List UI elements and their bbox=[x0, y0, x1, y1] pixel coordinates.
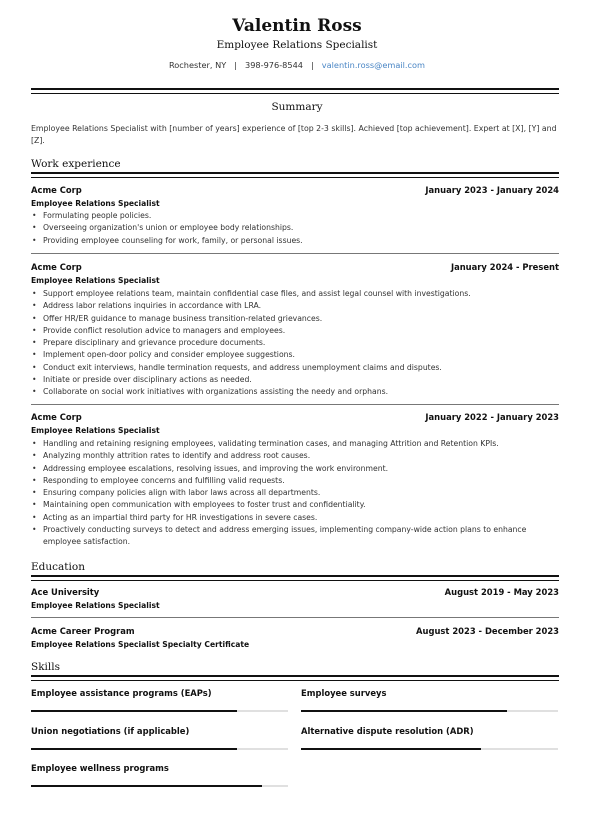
contact-line bbox=[0, 60, 594, 70]
list-item: • Address labor relations inquiries in accordance with LRA. bbox=[31, 300, 559, 312]
summary-heading: Summary bbox=[271, 101, 323, 113]
contact-phone: 398-976-8544 bbox=[245, 60, 304, 70]
skill-item bbox=[31, 763, 288, 773]
list-item: • Responding to employee concerns and fulfilling valid requests. bbox=[31, 475, 559, 487]
job-divider bbox=[31, 404, 559, 405]
list-item: • Provide conflict resolution advice to managers and employees. bbox=[31, 325, 559, 337]
skill-level-bar bbox=[31, 710, 288, 712]
skill-level-bar bbox=[31, 748, 288, 750]
job-header bbox=[31, 412, 559, 424]
job-bullets bbox=[31, 288, 559, 399]
contact-separator: | bbox=[234, 60, 238, 70]
education-dates: August 2019 - May 2023 bbox=[444, 587, 559, 597]
education-school: Acme Career Program bbox=[31, 626, 135, 636]
candidate-name: Valentin Ross bbox=[232, 16, 362, 36]
list-item: • Offer HR/ER guidance to manage business transition-related grievances. bbox=[31, 313, 559, 325]
education-header bbox=[31, 587, 559, 599]
header-divider-thin bbox=[31, 93, 559, 94]
list-item: • Proactively conducting surveys to detect and address emerging issues, implementing company-wide action plans to enhance employee satisfaction. bbox=[31, 524, 559, 549]
list-item: • Implement open-door policy and consider employee suggestions. bbox=[31, 349, 559, 361]
skill-name: Employee surveys bbox=[301, 688, 387, 698]
list-item: • Conduct exit interviews, handle termination requests, and address unemployment claims and disputes. bbox=[31, 362, 559, 374]
skill-item bbox=[31, 726, 288, 736]
list-item: • Support employee relations team, maintain confidential case files, and assist legal counsel with investigations. bbox=[31, 288, 559, 300]
job-dates: January 2024 - Present bbox=[450, 262, 559, 272]
education-school: Ace University bbox=[31, 587, 100, 597]
list-item: • Providing employee counseling for work, family, or personal issues. bbox=[31, 235, 559, 247]
skill-level-bar bbox=[301, 710, 558, 712]
list-item: • Handling and retaining resigning employees, validating termination cases, and managing Attrition and Retention KPIs. bbox=[31, 438, 559, 450]
work-divider-thick bbox=[31, 172, 559, 174]
education-header bbox=[31, 626, 559, 638]
list-item: • Analyzing monthly attrition rates to identify and address root causes. bbox=[31, 450, 559, 462]
list-item: • Maintaining open communication with employees to foster trust and confidentiality. bbox=[31, 499, 559, 511]
work-experience-heading: Work experience bbox=[31, 158, 121, 170]
job-company: Acme Corp bbox=[31, 412, 82, 422]
skill-item bbox=[301, 726, 558, 736]
list-item: • Acting as an impartial third party for HR investigations in severe cases. bbox=[31, 512, 559, 524]
job-role: Employee Relations Specialist bbox=[31, 199, 160, 208]
work-divider-thin bbox=[31, 177, 559, 178]
header-divider-thick bbox=[31, 88, 559, 90]
skill-item bbox=[301, 688, 558, 698]
job-role: Employee Relations Specialist bbox=[31, 276, 160, 285]
list-item: • Overseeing organization's union or employee body relationships. bbox=[31, 222, 559, 234]
education-divider-thin bbox=[31, 580, 559, 581]
education-dates: August 2023 - December 2023 bbox=[416, 626, 559, 636]
job-company: Acme Corp bbox=[31, 185, 82, 195]
job-divider bbox=[31, 253, 559, 254]
skill-level-fill bbox=[301, 748, 481, 750]
contact-email-link[interactable]: valentin.ross@email.com bbox=[321, 60, 426, 70]
skill-level-fill bbox=[301, 710, 507, 712]
job-dates: January 2023 - January 2024 bbox=[425, 185, 559, 195]
summary-text: Employee Relations Specialist with [number of years] experience of [top 2-3 skills]. Achieved [top achievement]. Expert at [X], [Y] and [Z]. bbox=[31, 124, 557, 146]
skills-divider-thin bbox=[31, 680, 559, 681]
job-header bbox=[31, 262, 559, 274]
job-bullets bbox=[31, 438, 559, 549]
education-divider-thick bbox=[31, 575, 559, 577]
list-item: • Initiate or preside over disciplinary actions as needed. bbox=[31, 374, 559, 386]
education-degree: Employee Relations Specialist Specialty Certificate bbox=[31, 640, 250, 649]
skills-divider-thick bbox=[31, 675, 559, 677]
contact-location: Rochester, NY bbox=[168, 60, 227, 70]
list-item: • Collaborate on social work initiatives with organizations assisting the needy and orphans. bbox=[31, 386, 559, 398]
list-item: • Prepare disciplinary and grievance procedure documents. bbox=[31, 337, 559, 349]
education-degree: Employee Relations Specialist bbox=[31, 601, 160, 610]
list-item: • Ensuring company policies align with labor laws across all departments. bbox=[31, 487, 559, 499]
skill-item bbox=[31, 688, 288, 698]
job-company: Acme Corp bbox=[31, 262, 82, 272]
skill-level-fill bbox=[31, 710, 237, 712]
skill-name: Alternative dispute resolution (ADR) bbox=[301, 726, 474, 736]
job-dates: January 2022 - January 2023 bbox=[425, 412, 559, 422]
skill-name: Employee wellness programs bbox=[31, 763, 169, 773]
education-heading: Education bbox=[31, 561, 85, 573]
job-role: Employee Relations Specialist bbox=[31, 426, 160, 435]
contact-separator: | bbox=[311, 60, 314, 70]
skill-name: Employee assistance programs (EAPs) bbox=[31, 688, 212, 698]
candidate-title: Employee Relations Specialist bbox=[216, 39, 378, 51]
skills-heading: Skills bbox=[31, 661, 61, 673]
skill-level-fill bbox=[31, 748, 237, 750]
skill-level-bar bbox=[31, 785, 288, 787]
education-divider bbox=[31, 617, 559, 618]
list-item: • Addressing employee escalations, resolving issues, and improving the work environment. bbox=[31, 463, 559, 475]
job-bullets bbox=[31, 210, 559, 247]
skill-level-fill bbox=[31, 785, 262, 787]
list-item: • Formulating people policies. bbox=[31, 210, 559, 222]
skill-name: Union negotiations (if applicable) bbox=[31, 726, 190, 736]
job-header bbox=[31, 185, 559, 197]
skill-level-bar bbox=[301, 748, 558, 750]
